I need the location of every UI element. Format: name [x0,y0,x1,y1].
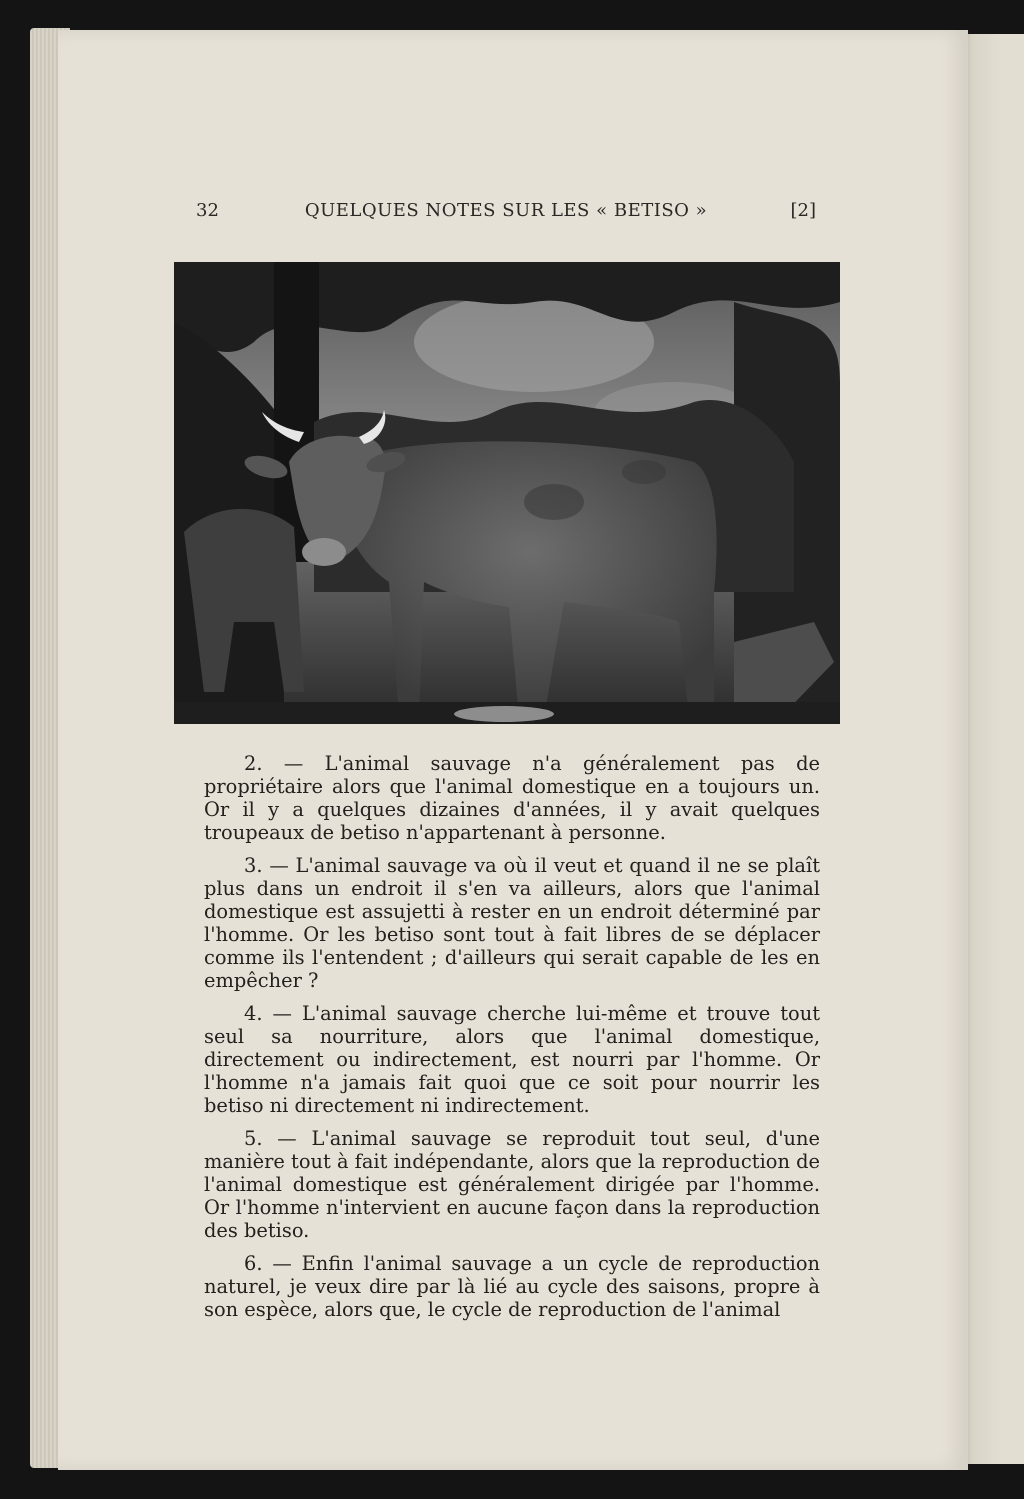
cattle-photograph [174,262,840,724]
paragraph-2: 2. — L'animal sauvage n'a généralement pas de propriétaire alors que l'animal domestique en a toujours un. Or il y a quelques dizaines d'années, il y avait quelques troupeaux de betiso n'appartenant à personne. [204,752,820,844]
cattle-photo-image [174,262,840,724]
paragraph-5: 5. — L'animal sauvage se reproduit tout seul, d'une manière tout à fait indépendante, alors que la reproduction de l'animal domestique est généralement dirigée par l'homme. Or l'homme n'intervient en aucune façon dans la reproduction des betiso. [204,1127,820,1242]
running-title: QUELQUES NOTES SUR LES « BETISO » [304,200,708,221]
paragraph-4: 4. — L'animal sauvage cherche lui-même et trouve tout seul sa nourriture, alors que l'animal domestique, directement ou indirectement, est nourri par l'homme. Or l'homme n'a jamais fait quoi que ce soit pour nourrir les betiso ni directement ni indirectement. [204,1002,820,1117]
paragraph-3: 3. — L'animal sauvage va où il veut et quand il ne se plaît plus dans un endroit il s'en va ailleurs, alors que l'animal domestique est assujetti à rester en un endroit déterminé par l'homme. Or les betiso sont tout à fait libres de se déplacer comme ils l'entendent ; d'ailleurs qui serait capable de les en empêcher ? [204,854,820,992]
page-number: 32 [196,200,219,221]
running-head [196,200,816,228]
next-page-edge [962,34,1024,1464]
paragraph-6: 6. — Enfin l'animal sauvage a un cycle de reproduction naturel, je veux dire par là lié au cycle des saisons, propre à son espèce, alors que, le cycle de reproduction de l'animal [204,1252,820,1321]
body-text [204,752,820,1331]
section-number: [2] [790,200,816,221]
